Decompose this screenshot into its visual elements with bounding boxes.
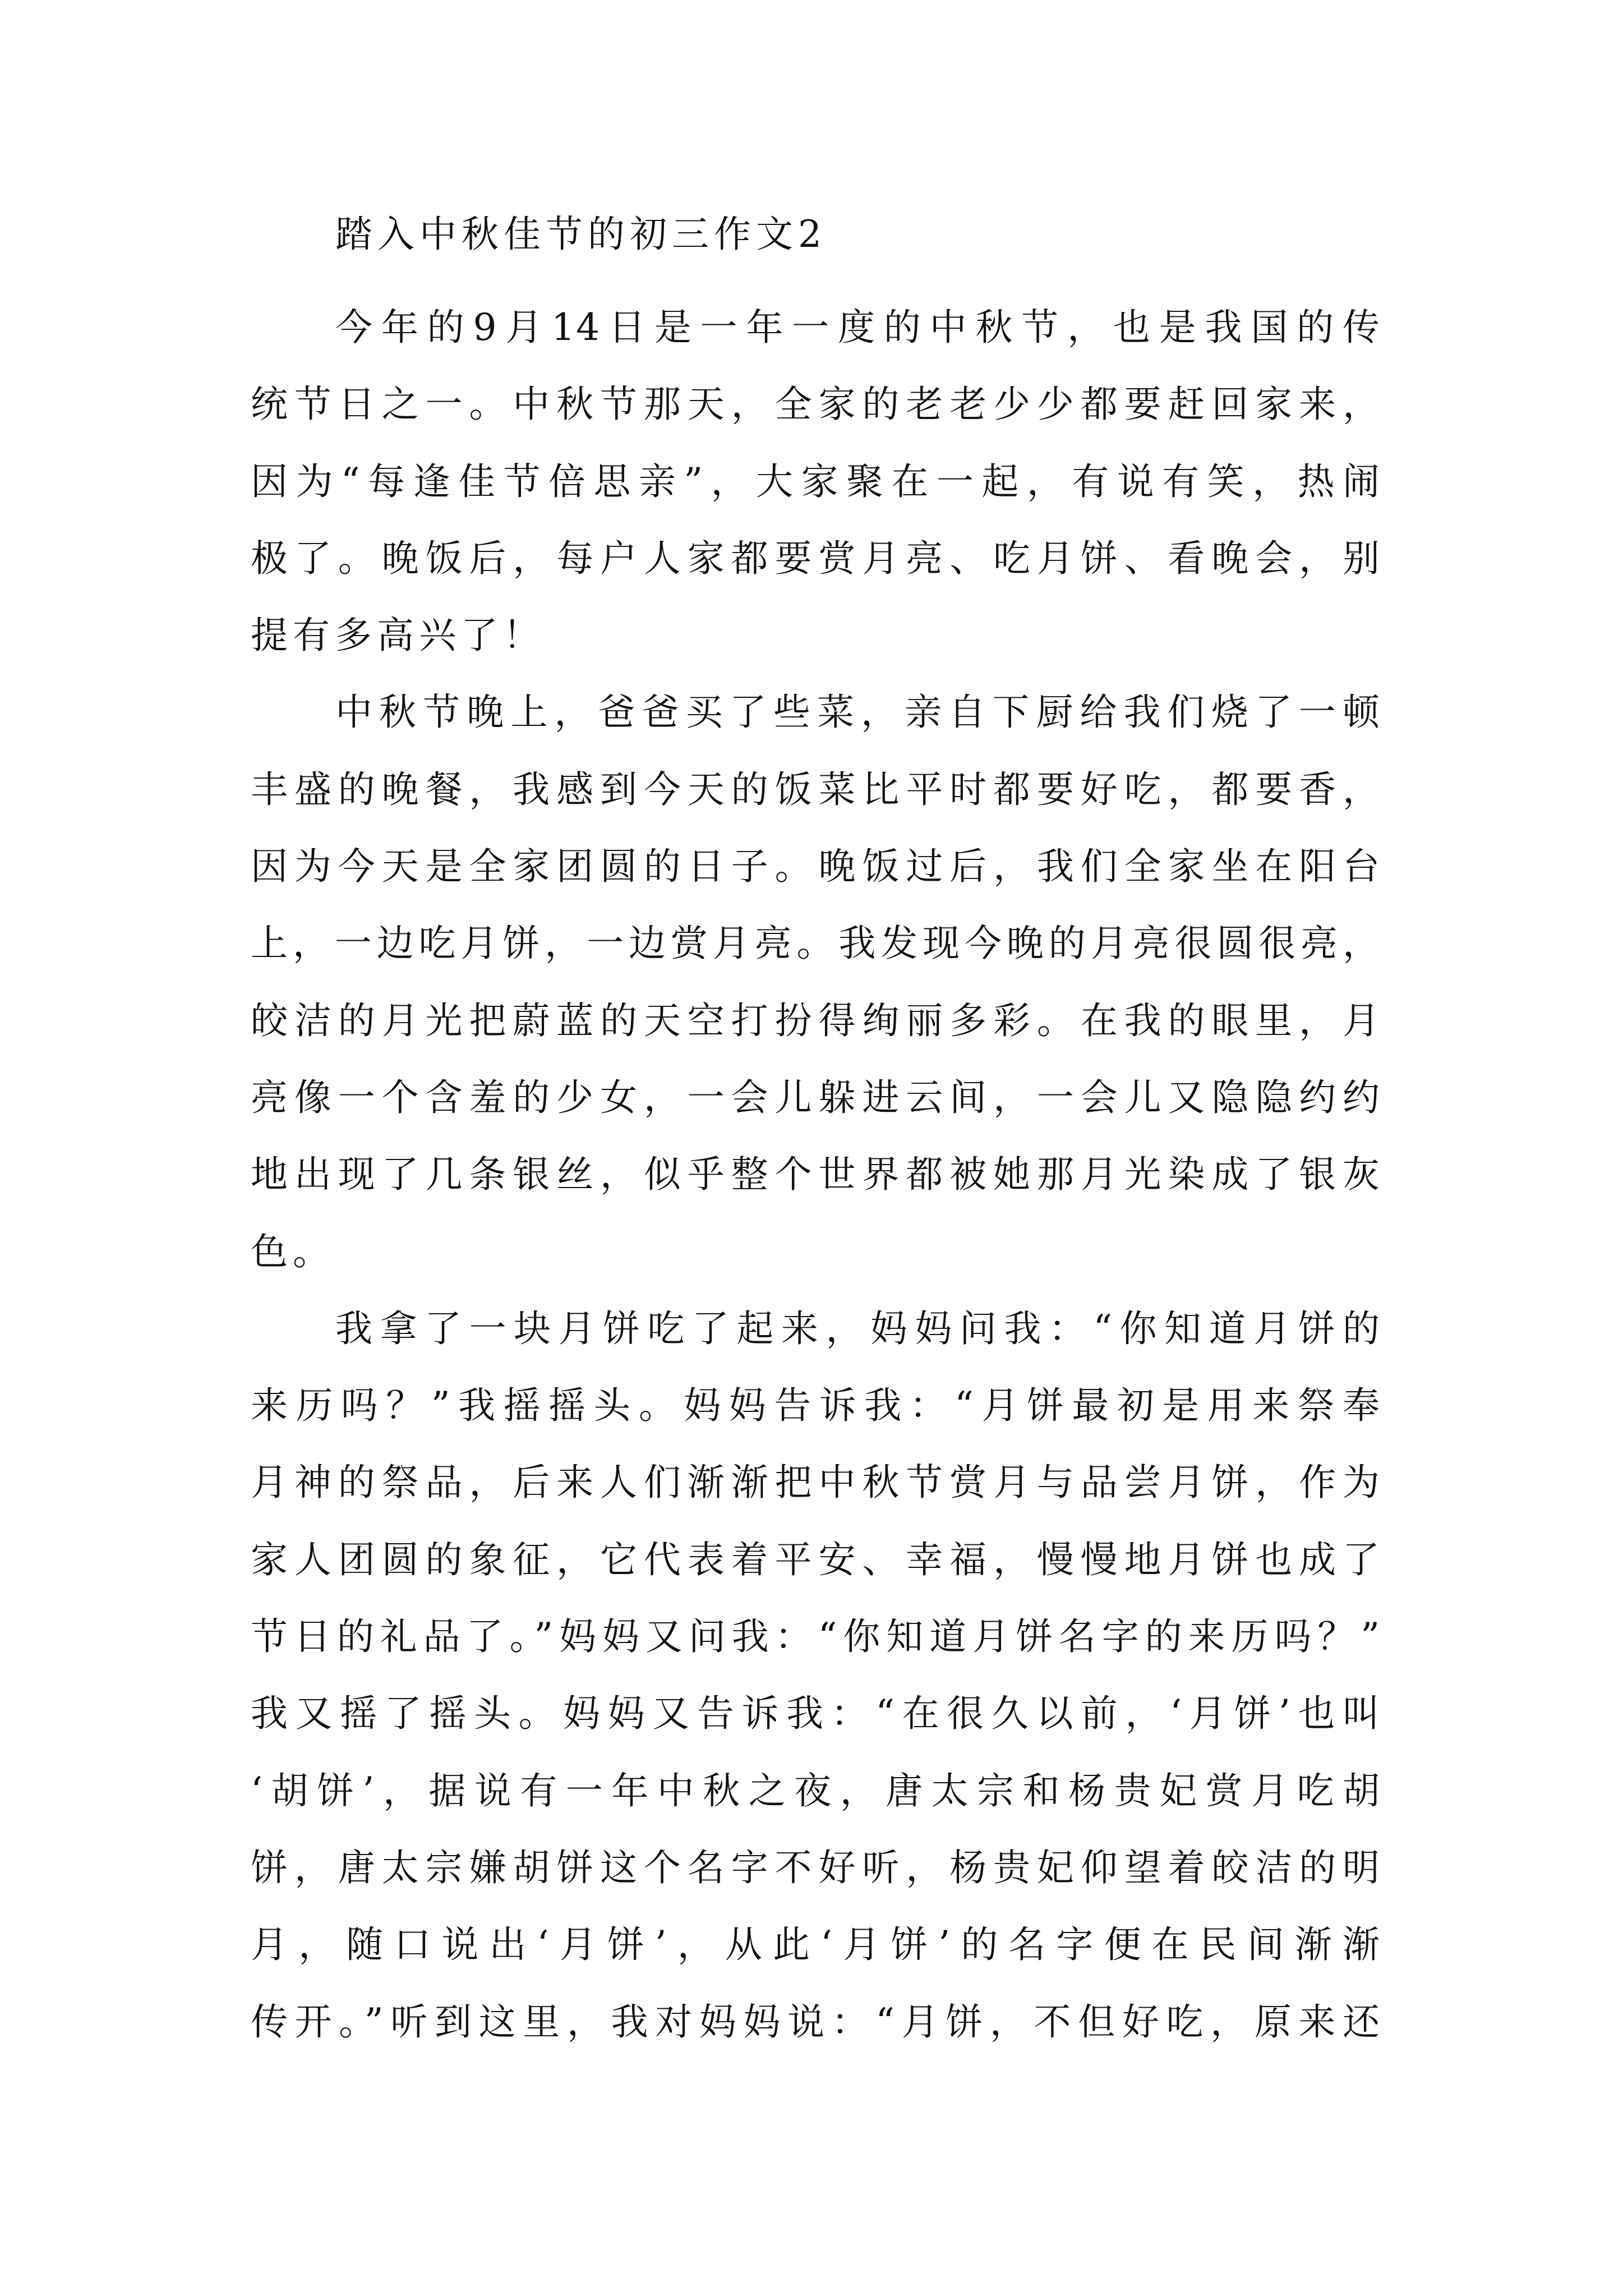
- paragraph-2: [251, 674, 1381, 1290]
- text-line: 色。: [251, 1230, 335, 1273]
- text-line: 饼，唐太宗嫌胡饼这个名字不好听，杨贵妃仰望着皎洁的明: [251, 1846, 1381, 1889]
- text-line: 月神的祭品，后来人们渐渐把中秋节赏月与品尝月饼，作为: [251, 1461, 1381, 1504]
- text-line: 我又摇了摇头。妈妈又告诉我：“在很久以前，‘月饼’也叫: [251, 1692, 1381, 1736]
- paragraph-3: [251, 1290, 1381, 2060]
- text-line: 节日的礼品了。”妈妈又问我：“你知道月饼名字的来历吗？”: [251, 1615, 1381, 1659]
- essay-body: [251, 289, 1381, 2060]
- text-line: 家人团圆的象征，它代表着平安、幸福，慢慢地月饼也成了: [251, 1538, 1381, 1581]
- text-line: 因为今天是全家团圆的日子。晚饭过后，我们全家坐在阳台: [251, 845, 1381, 889]
- text-line: 丰盛的晚餐，我感到今天的饭菜比平时都要好吃，都要香，: [251, 767, 1381, 811]
- text-line: 统节日之一。中秋节那天，全家的老老少少都要赶回家来，: [251, 383, 1381, 426]
- text-line: 亮像一个含羞的少女，一会儿躲进云间，一会儿又隐隐约约: [251, 1075, 1381, 1119]
- essay-title: 踏入中秋佳节的初三作文2: [335, 213, 827, 256]
- text-line: 月，随口说出‘月饼’，从此‘月饼’的名字便在民间渐渐: [251, 1923, 1381, 1967]
- text-line: 地出现了几条银丝，似乎整个世界都被她那月光染成了银灰: [251, 1153, 1381, 1197]
- text-line: 极了。晚饭后，每户人家都要赏月亮、吃月饼、看晚会，别: [251, 536, 1381, 580]
- text-line: 上，一边吃月饼，一边赏月亮。我发现今晚的月亮很圆很亮，: [251, 922, 1381, 965]
- text-line: 今年的9月14日是一年一度的中秋节，也是我国的传: [335, 306, 1381, 349]
- text-line: 提有多高兴了！: [251, 614, 545, 657]
- text-line: 传开。”听到这里，我对妈妈说：“月饼，不但好吃，原来还: [251, 2000, 1381, 2044]
- text-line: ‘胡饼’，据说有一年中秋之夜，唐太宗和杨贵妃赏月吃胡: [251, 1769, 1381, 1812]
- text-line: 来历吗？”我摇摇头。妈妈告诉我：“月饼最初是用来祭奉: [251, 1384, 1381, 1428]
- text-line: 中秋节晚上，爸爸买了些菜，亲自下厨给我们烧了一顿: [335, 691, 1381, 734]
- text-line: 我拿了一块月饼吃了起来，妈妈问我：“你知道月饼的: [335, 1306, 1381, 1350]
- text-line: 皎洁的月光把蔚蓝的天空打扮得绚丽多彩。在我的眼里，月: [251, 999, 1381, 1042]
- text-line: 因为“每逢佳节倍思亲”，大家聚在一起，有说有笑，热闹: [251, 459, 1381, 503]
- paragraph-1: [251, 289, 1381, 674]
